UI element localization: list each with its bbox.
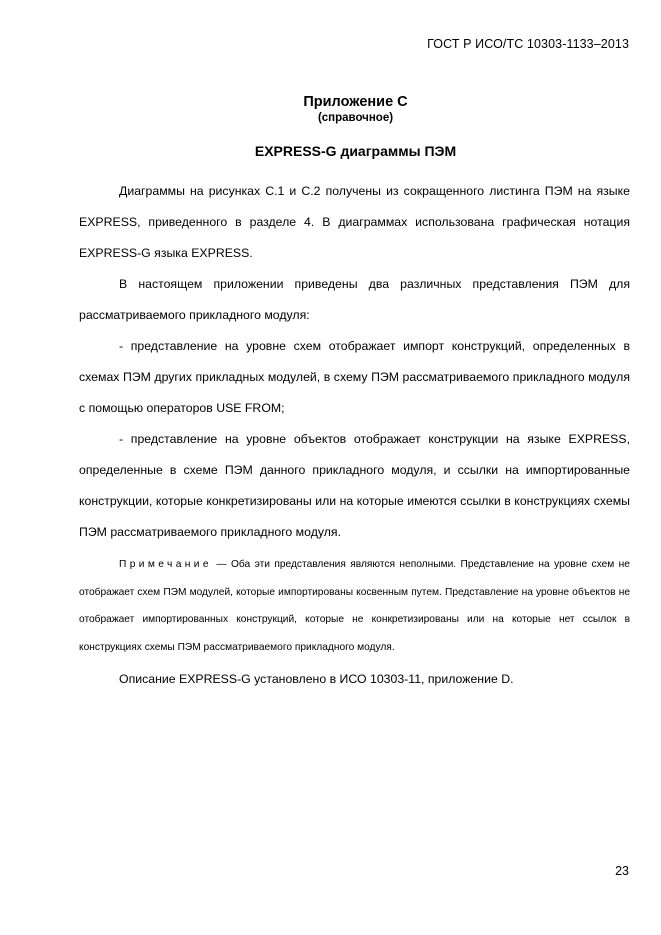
- paragraph-express-g-reference: Описание EXPRESS-G установлено в ИСО 10303-11, приложение D.: [119, 672, 514, 686]
- note-text: Оба эти представления являются неполными. Представление на уровне схем не отображает схем ПЭМ модулей, которые импортированы косвенным путем. Представление на уровне объектов не отображает импортированных конструкций, которые не конкретизированы или на которые нет ссылок в конструкциях схемы ПЭМ рассматриваемого прикладного модуля.: [79, 559, 630, 653]
- section-title: EXPRESS-G диаграммы ПЭМ: [254, 143, 457, 159]
- standard-header: ГОСТ Р ИСО/ТС 10303-1133–2013: [427, 37, 629, 51]
- annex-subtitle: (справочное): [317, 112, 394, 124]
- list-item-schema-level: - представление на уровне схем отображает импорт конструкций, определенных в схемах ПЭМ других прикладных модулей, в схему ПЭМ рассматриваемого прикладного модуля с помощью операторов USE FROM;: [79, 339, 630, 415]
- page-number: 23: [615, 864, 629, 878]
- note-label: Примечание: [119, 559, 212, 570]
- list-item-entity-level: - представление на уровне объектов отображает конструкции на языке EXPRESS, определенные в схеме ПЭМ данного прикладного модуля, и ссылки на импортированные конструкции, которые конкретизированы или на которые имеются ссылки в конструкциях схемы ПЭМ рассматриваемого прикладного модуля.: [79, 432, 630, 539]
- paragraph-intro: Диаграммы на рисунках С.1 и С.2 получены из сокращенного листинга ПЭМ на языке EXPRESS, приведенного в разделе 4. В диаграммах использована графическая нотация EXPRESS-G языка EXPRESS.: [79, 184, 630, 260]
- note-dash: —: [216, 559, 227, 570]
- paragraph-representations: В настоящем приложении приведены два различных представления ПЭМ для рассматриваемого прикладного модуля:: [79, 277, 630, 322]
- document-body: [79, 176, 630, 695]
- annex-title: Приложение С: [303, 94, 408, 110]
- note-paragraph: [79, 551, 630, 661]
